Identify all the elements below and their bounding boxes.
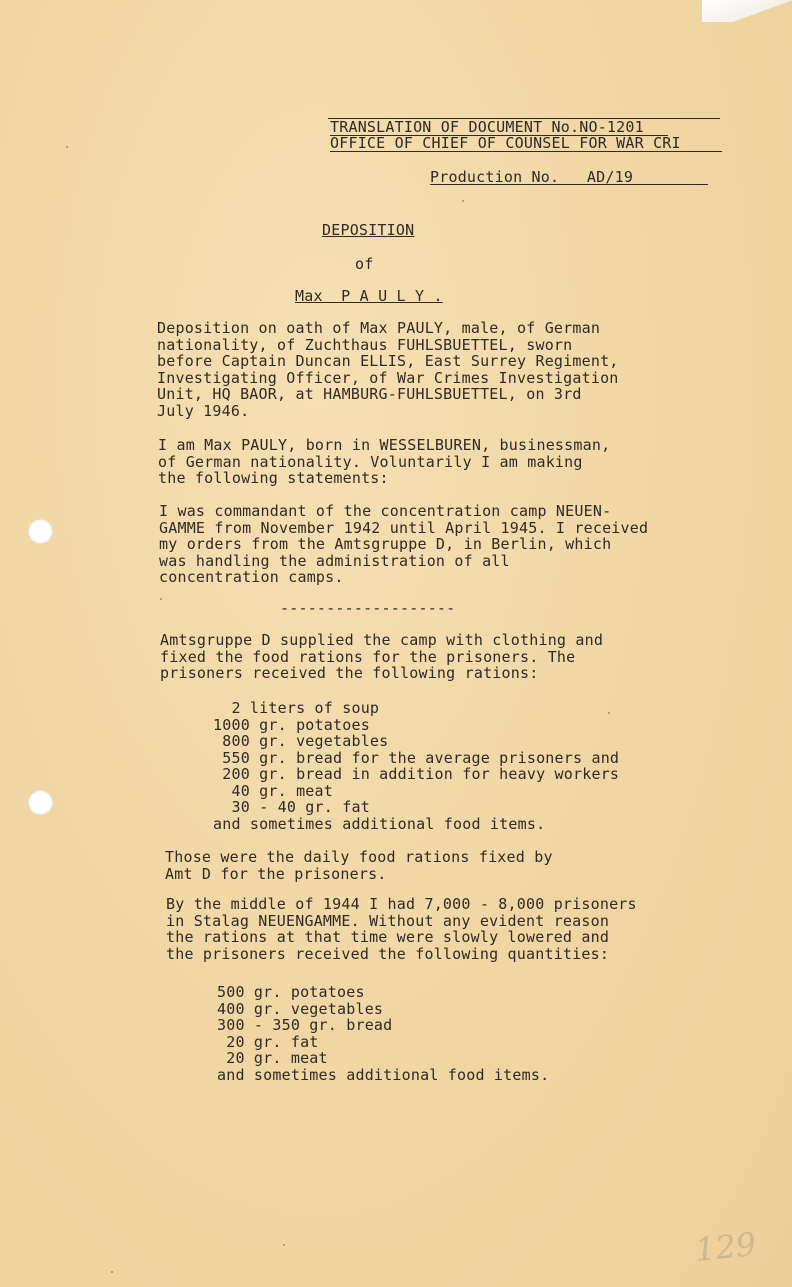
torn-corner (702, 0, 792, 22)
intro-line: Investigating Officer, of War Crimes Investigation (157, 368, 619, 387)
daily-line: Amt D for the prisoners. (165, 864, 387, 883)
ration-item: 40 gr. meat (213, 781, 333, 800)
paper-speck (160, 598, 162, 600)
identity-line: I am Max PAULY, born in WESSELBUREN, businessman, (158, 436, 611, 454)
lowered-line: the prisoners received the following quantities: (166, 944, 610, 963)
paper-speck (283, 1244, 285, 1246)
ration-item: 2 liters of soup (213, 699, 380, 717)
daily-line: Those were the daily food rations fixed by (165, 848, 553, 866)
rations-list-original (213, 700, 619, 832)
paper-speck (608, 712, 610, 714)
ration-item: 550 gr. bread for the average prisoners and (213, 748, 620, 767)
title-of: of (355, 255, 374, 273)
production-underline (430, 184, 708, 185)
identity-line: the following statements: (158, 469, 389, 487)
commandant-line: I was commandant of the concentration camp NEUEN- (159, 502, 612, 520)
ration-item: 400 gr. vegetables (217, 999, 384, 1018)
production-number: Production No. AD/19 (430, 168, 634, 186)
ration-item: 20 gr. meat (217, 1049, 328, 1067)
daily-rations-paragraph (165, 849, 553, 882)
commandant-paragraph (159, 503, 648, 586)
paper-speck (462, 200, 464, 202)
lowered-rations-paragraph (166, 896, 637, 962)
commandant-line: concentration camps. (159, 568, 344, 586)
header-office-line: OFFICE OF CHIEF OF COUNSEL FOR WAR CRI (330, 134, 681, 152)
commandant-line: my orders from the Amtsgruppe D, in Berlin, which (159, 535, 612, 553)
page-number-stamp: 129 (693, 1224, 758, 1270)
commandant-line: was handling the administration of all (159, 551, 510, 570)
ration-item: 800 gr. vegetables (213, 732, 389, 750)
rations-list-reduced (217, 984, 549, 1083)
paper-speck (111, 1271, 113, 1273)
commandant-line: GAMME from November 1942 until April 1945. I received (159, 518, 649, 537)
header-line2-underline (330, 151, 722, 152)
supplies-line: Amtsgruppe D supplied the camp with clothing and (160, 631, 604, 649)
ration-item: 500 gr. potatoes (217, 983, 365, 1001)
intro-line: Unit, HQ BAOR, at HAMBURG-FUHLSBUETTEL, on 3rd (157, 385, 582, 403)
supplies-line: prisoners received the following rations: (160, 664, 539, 682)
intro-line: July 1946. (157, 401, 250, 420)
lowered-line: the rations at that time were slowly lowered and (166, 928, 610, 946)
intro-paragraph (157, 320, 619, 419)
deposition-heading: DEPOSITION (322, 221, 415, 239)
header-translation-line: TRANSLATION OF DOCUMENT No.NO-1201 (330, 118, 644, 136)
intro-line: before Captain Duncan ELLIS, East Surrey Regiment, (157, 352, 619, 370)
supplies-paragraph (160, 632, 603, 682)
ration-item: 300 - 350 gr. bread (217, 1016, 393, 1034)
identity-paragraph (158, 437, 610, 487)
lowered-line: in Stalag NEUENGAMME. Without any evident reason (166, 911, 610, 930)
ration-item: 30 - 40 gr. fat (213, 798, 370, 816)
ration-item: and sometimes additional food items. (213, 814, 546, 833)
identity-line: of German nationality. Voluntarily I am making (158, 452, 583, 471)
lowered-line: By the middle of 1944 I had 7,000 - 8,000 prisoners (166, 895, 637, 913)
punch-hole-upper (28, 519, 53, 544)
ration-item: 1000 gr. potatoes (213, 715, 370, 734)
intro-line: Deposition on oath of Max PAULY, male, of German (157, 319, 601, 337)
punch-hole-lower (28, 790, 53, 815)
deponent-name: Max P A U L Y . (295, 287, 443, 305)
ration-item: and sometimes additional food items. (217, 1065, 550, 1084)
ration-item: 20 gr. fat (217, 1032, 319, 1051)
supplies-line: fixed the food rations for the prisoners. The (160, 647, 576, 666)
section-separator: ------------------- (280, 599, 456, 617)
ration-item: 200 gr. bread in addition for heavy workers (213, 765, 620, 783)
paper-speck (66, 146, 68, 148)
intro-line: nationality, of Zuchthaus FUHLSBUETTEL, sworn (157, 335, 573, 354)
